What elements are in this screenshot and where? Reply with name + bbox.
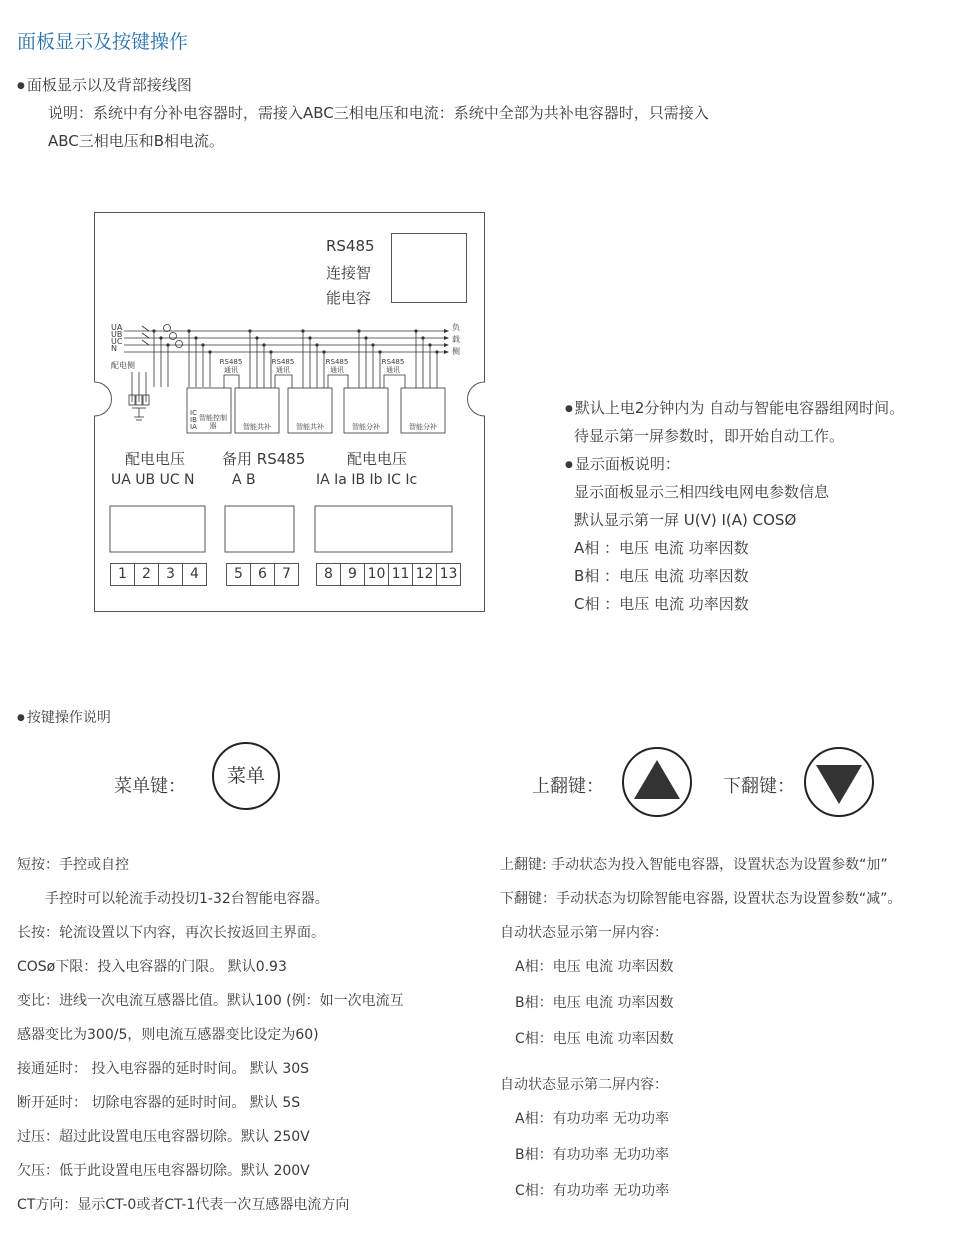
left-item-8: 断开延时： 切除电容器的延时时间。 默认 5S [17,1095,301,1111]
section-panel-heading: ● 面板显示以及背部接线图 [17,74,192,95]
load-label-3: 侧 [452,347,460,356]
note-line-2: 待显示第一屏参数时，即开始自动工作。 [574,427,845,445]
triangle-up-icon [624,749,690,815]
menu-key-label: 菜单键： [114,776,186,797]
right-item-2: 下翻键：手动状态为切除智能电容器, 设置状态为设置参数“减”。 [500,891,902,907]
description-line-1: 说明：系统中有分补电容器时，需接入ABC三相电压和电流：系统中全部为共补电容器时，只需接入 [48,104,709,122]
terminal-1: 1 [111,564,135,585]
down-key-button[interactable] [804,747,874,817]
left-item-4: COSø下限：投入电容器的门限。 默认0.93 [17,959,287,975]
right-item-4: A相：电压 电流 功率因数 [515,959,674,975]
left-item-2: 手控时可以轮流手动投切1-32台智能电容器。 [45,891,329,907]
note-line-6: A相 ：电压 电流 功率因数 [574,539,749,557]
left-item-7: 接通延时： 投入电容器的延时时间。 默认 30S [17,1061,310,1077]
left-item-10: 欠压：低于此设置电压电容器切除。默认 200V [17,1163,310,1179]
left-item-5: 变比：进线一次电流互感器比值。默认100 (例：如一次电流互 [17,993,404,1009]
group2-pins: A B [232,472,256,488]
controller-ct-pins [190,410,197,431]
section-keys-heading: ● 按键操作说明 [17,707,111,727]
module-1-label: 智能共补 [243,423,271,431]
terminal-11: 11 [389,564,413,585]
left-item-9: 过压：超过此设置电压电容器切除。默认 250V [17,1129,310,1145]
page-title: 面板显示及按键操作 [17,31,189,53]
right-item-5: B相：电压 电流 功率因数 [515,995,674,1011]
group2-title: 备用 RS485 [222,450,306,468]
module-4-label: 智能分补 [409,423,437,431]
menu-key-text: 菜单 [226,765,265,787]
terminal-7: 7 [282,566,291,582]
terminal-strip-1 [110,563,207,586]
group3-title: 配电电压 [347,450,408,468]
wiring-diagram-panel [94,212,485,612]
rs485-connector-box [391,233,467,303]
load-side-label [452,322,460,358]
menu-key-button[interactable] [212,742,280,810]
terminal-6: 6 [251,564,275,585]
terminal-13: 13 [439,566,458,582]
bus-labels [111,324,122,352]
up-key-button[interactable] [622,747,692,817]
terminal-9: 9 [341,564,365,585]
module-3-label: 智能分补 [352,423,380,431]
note-line-8: C相 ：电压 电流 功率因数 [574,595,749,613]
group1-pins: UA UB UC N [111,472,195,488]
left-item-11: CT方向：显示CT-0或者CT-1代表一次互感器电流方向 [17,1197,350,1213]
terminal-10: 10 [365,564,389,585]
terminal-8: 8 [317,564,341,585]
rs485-label-line2: 连接智 [326,264,372,282]
module-2-label: 智能共补 [296,423,324,431]
module-3-comm: RS485通讯 [325,358,349,374]
module-2-comm: RS485通讯 [271,358,295,374]
right-item-1: 上翻键: 手动状态为投入智能电容器，设置状态为设置参数“加” [500,857,888,873]
note-line-1: ● 默认上电2分钟内为 自动与智能电容器组网时间。 [565,397,904,418]
terminal-strip-2 [226,563,299,586]
bus-label-uc: UC [111,337,123,346]
rs485-label: RS485 [326,237,375,255]
note-line-3: ● 显示面板说明： [565,453,680,474]
down-key-label: 下翻键： [723,776,795,797]
module-1-comm: RS485通讯 [219,358,243,374]
left-item-1: 短按：手控或自控 [17,857,129,873]
bus-label-n: N [111,344,117,353]
rs485-label-line3: 能电容 [326,289,372,307]
group1-title: 配电电压 [125,450,186,468]
bus-label-ub: UB [111,330,123,339]
ct-pin-ic: IC [190,409,197,417]
source-side-label: 配电侧 [111,361,135,370]
ct-pin-ib: IB [190,416,197,424]
right-item-3: 自动状态显示第一屏内容： [500,925,668,941]
module-4-comm: RS485通讯 [381,358,405,374]
note-line-4: 显示面板显示三相四线电网电参数信息 [574,483,830,501]
group3-pins: IA Ia IB Ib IC Ic [316,472,418,488]
terminal-5: 5 [227,564,251,585]
left-item-6: 感器变比为300/5，则电流互感器变比设定为60) [17,1027,319,1043]
terminal-strip-3 [316,563,461,586]
up-key-label: 上翻键： [532,776,604,797]
right-item-8: A相：有功功率 无功功率 [515,1111,670,1127]
right-item-7: 自动状态显示第二屏内容： [500,1077,668,1093]
load-label-2: 载 [452,335,460,344]
triangle-down-icon [806,749,872,815]
description-line-2: ABC三相电压和B相电流。 [48,132,225,150]
terminal-2: 2 [135,564,159,585]
right-item-9: B相：有功功率 无功功率 [515,1147,670,1163]
left-item-3: 长按：轮流设置以下内容，再次长按返回主界面。 [17,925,325,941]
right-item-6: C相：电压 电流 功率因数 [515,1031,674,1047]
note-line-7: B相 ：电压 电流 功率因数 [574,567,749,585]
load-label-1: 负 [452,323,460,332]
ct-pin-ia: IA [190,423,197,431]
bus-label-ua: UA [111,323,123,332]
controller-label: 智能控制器 [199,414,227,430]
terminal-4: 4 [190,566,199,582]
note-line-5: 默认显示第一屏 U(V) I(A) COSØ [574,511,797,529]
terminal-12: 12 [413,564,437,585]
terminal-3: 3 [159,564,183,585]
right-item-10: C相：有功功率 无功功率 [515,1183,670,1199]
